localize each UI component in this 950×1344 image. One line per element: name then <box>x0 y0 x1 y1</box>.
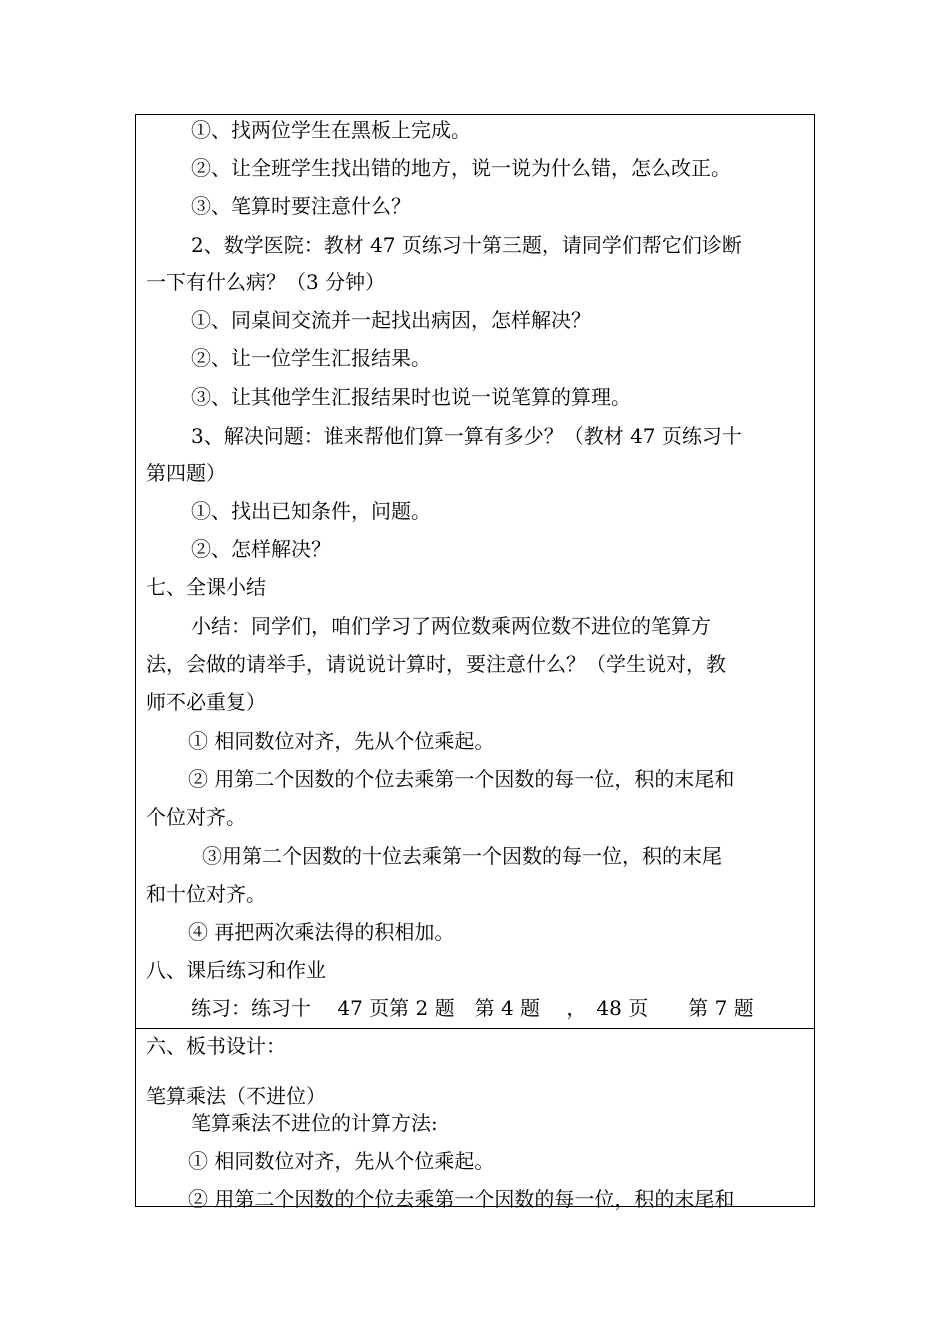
text-line: ②、怎样解决？ <box>191 537 331 561</box>
text-line: ②、让一位学生汇报结果。 <box>191 346 431 370</box>
text-line: 第四题） <box>146 461 226 485</box>
text-line: ① 相同数位对齐，先从个位乘起。 <box>188 1149 495 1173</box>
board-title: 笔算乘法（不进位） <box>146 1084 326 1108</box>
text-line: 一下有什么病？（3 分钟） <box>146 270 386 294</box>
text-line: 师不必重复） <box>146 690 266 714</box>
homework-line: 练习：练习十 47 页第 2 题 第 4 题 ， 48 页 第 7 题 <box>191 996 754 1020</box>
section-heading: 八、课后练习和作业 <box>146 958 326 982</box>
board-heading: 六、板书设计： <box>146 1034 286 1058</box>
text-line: ③用第二个因数的十位去乘第一个因数的每一位，积的末尾 <box>202 844 722 868</box>
text-line: ①、找两位学生在黑板上完成。 <box>191 118 471 142</box>
text-line: ③、让其他学生汇报结果时也说一说笔算的算理。 <box>191 385 631 409</box>
cell-divider <box>136 1028 814 1029</box>
text-line: ② 用第二个因数的个位去乘第一个因数的每一位，积的末尾和 <box>188 1187 735 1211</box>
text-line: 2、数学医院：教材 47 页练习十第三题，请同学们帮它们诊断 <box>191 233 742 257</box>
section-heading: 七、全课小结 <box>146 575 266 599</box>
text-line: ①、同桌间交流并一起找出病因，怎样解决？ <box>191 308 591 332</box>
text-line: 笔算乘法不进位的计算方法: <box>191 1111 438 1135</box>
text-line: ②、让全班学生找出错的地方，说一说为什么错，怎么改正。 <box>191 156 731 180</box>
text-line: 和十位对齐。 <box>146 882 266 906</box>
text-line: 法，会做的请举手，请说说计算时，要注意什么？（学生说对，教 <box>146 652 726 676</box>
lesson-plan-table <box>135 114 815 1211</box>
text-line: ② 用第二个因数的个位去乘第一个因数的每一位，积的末尾和 <box>188 767 735 791</box>
text-line: 个位对齐。 <box>146 805 246 829</box>
text-line: ①、找出已知条件，问题。 <box>191 499 431 523</box>
text-line: ① 相同数位对齐，先从个位乘起。 <box>188 729 495 753</box>
text-line: ③、笔算时要注意什么？ <box>191 194 411 218</box>
text-line: 3、解决问题：谁来帮他们算一算有多少？（教材 47 页练习十 <box>191 424 742 448</box>
text-line: ④ 再把两次乘法得的积相加。 <box>188 920 455 944</box>
text-line: 小结：同学们，咱们学习了两位数乘两位数不进位的笔算方 <box>191 614 711 638</box>
